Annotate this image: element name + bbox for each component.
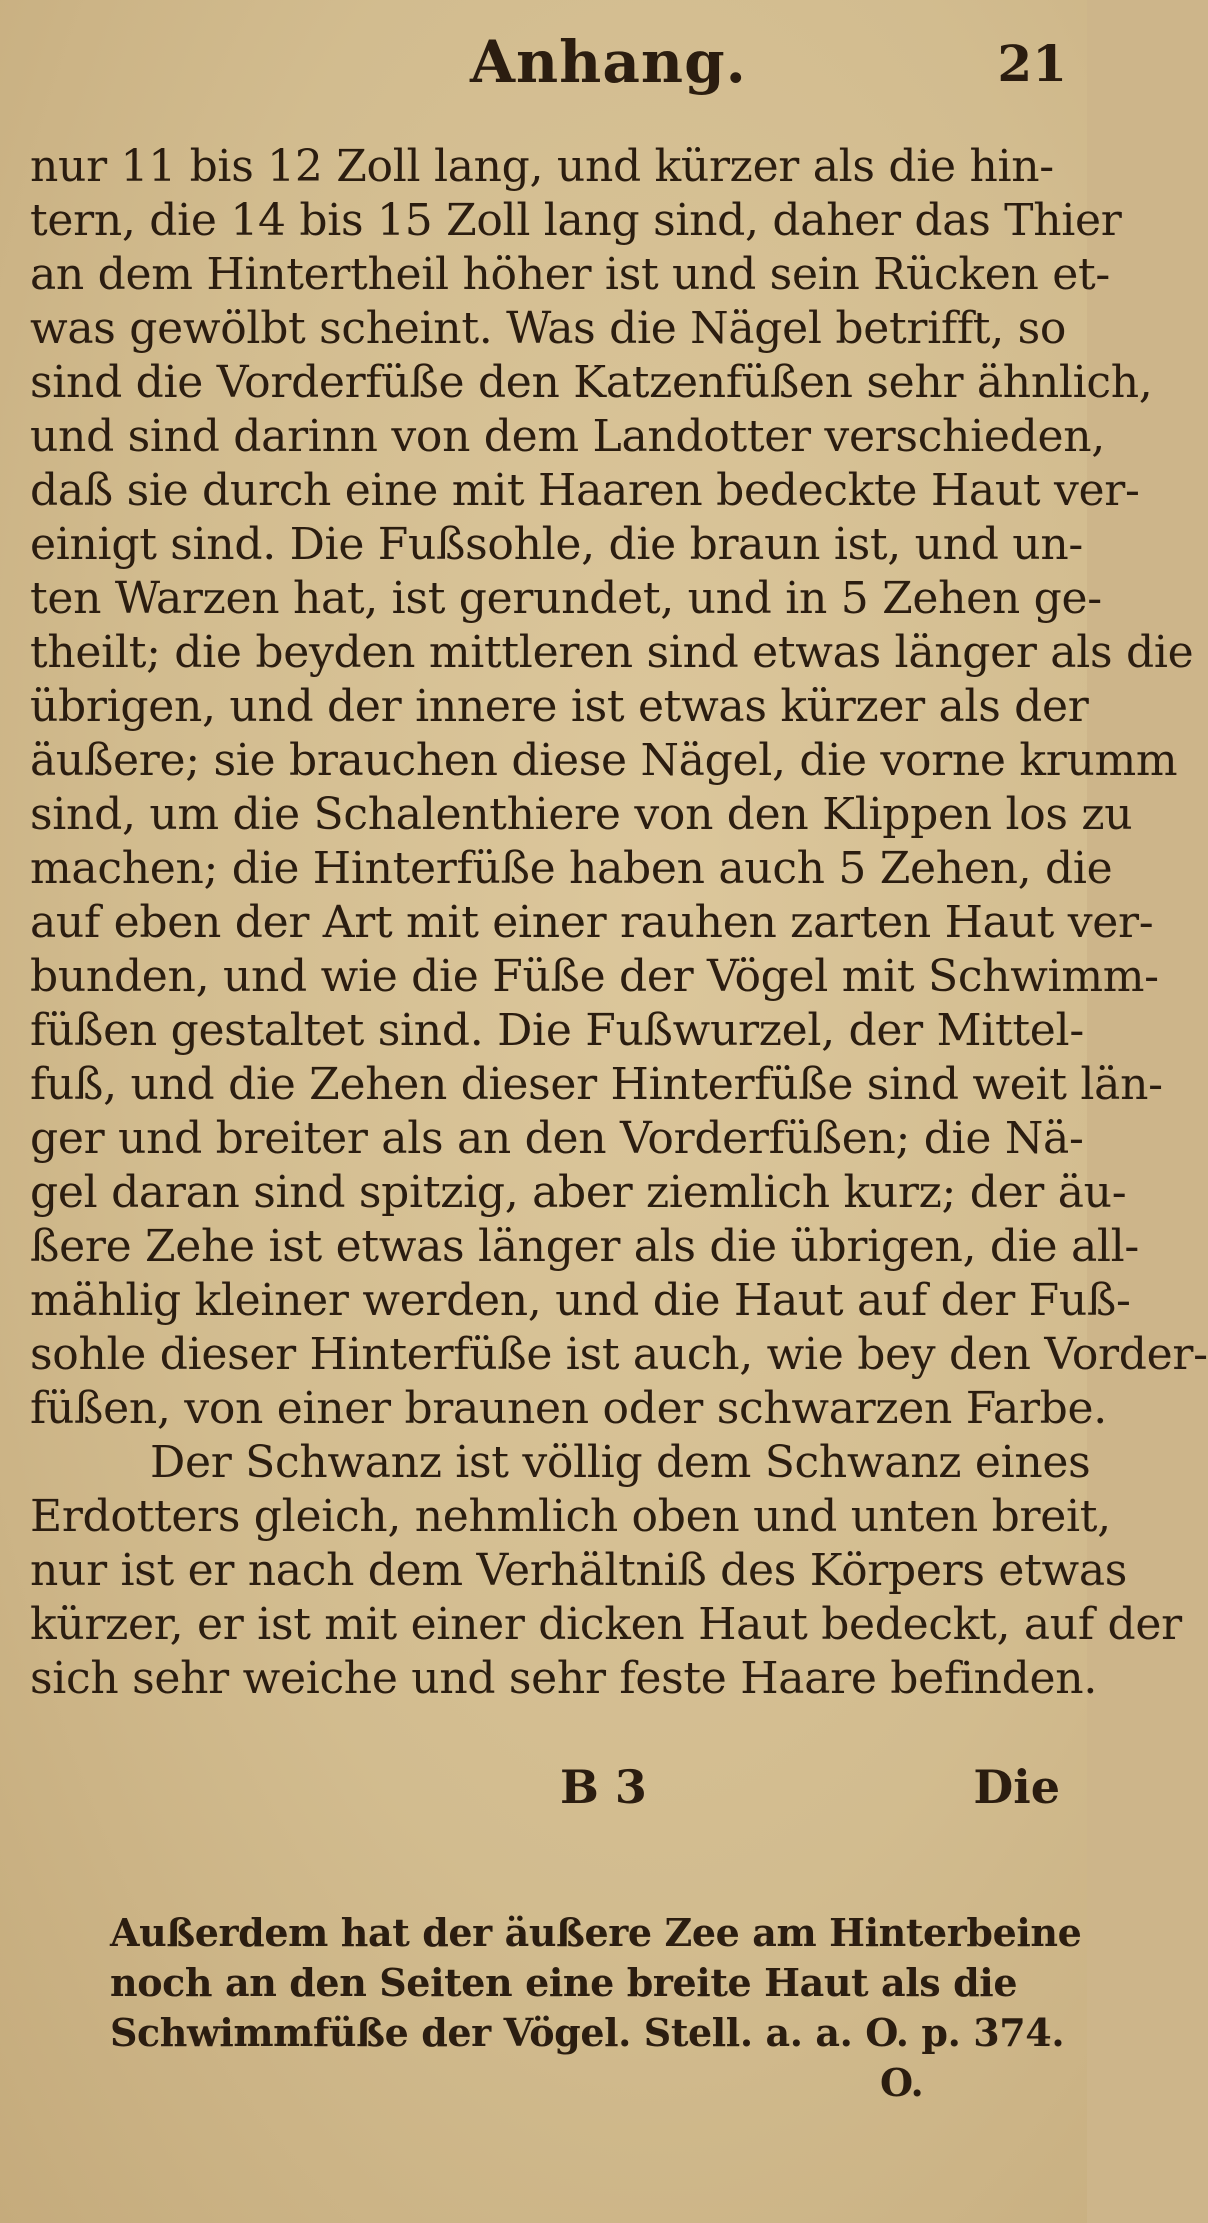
text-line: ten Warzen hat, ist gerundet, und in 5 Zehen ge-	[30, 573, 1102, 624]
text-line: sich sehr weiche und sehr feste Haare befinden.	[30, 1653, 1098, 1704]
text-line: an dem Hintertheil höher ist und sein Rücken et-	[30, 249, 1110, 300]
paragraph-start-line: Der Schwanz ist völlig dem Schwanz eines	[150, 1437, 1091, 1488]
footnote-line: noch an den Seiten eine breite Haut als die	[110, 1960, 1018, 2005]
text-line: machen; die Hinterfüße haben auch 5 Zehen, die	[30, 843, 1113, 894]
text-line: sohle dieser Hinterfüße ist auch, wie bey den Vorder-	[30, 1329, 1208, 1380]
text-line: auf eben der Art mit einer rauhen zarten Haut ver-	[30, 897, 1154, 948]
text-line: sind, um die Schalenthiere von den Klippen los zu	[30, 789, 1133, 840]
running-head: Anhang.	[470, 28, 747, 96]
main-text	[30, 140, 1208, 1706]
text-line: gel daran sind spitzig, aber ziemlich kurz; der äu-	[30, 1167, 1127, 1218]
footnote-line: O.	[880, 2060, 924, 2105]
text-line: fuß, und die Zehen dieser Hinterfüße sind weit län-	[30, 1059, 1163, 1110]
text-line: Erdotters gleich, nehmlich oben und unten breit,	[30, 1491, 1111, 1542]
page-header	[0, 28, 1087, 108]
text-line: nur 11 bis 12 Zoll lang, und kürzer als die hin-	[30, 141, 1054, 192]
page-number: 21	[997, 34, 1067, 93]
signature-mark: B 3	[560, 1760, 647, 1814]
footnote-line: Schwimmfüße der Vögel. Stell. a. a. O. p. 374.	[110, 2010, 1065, 2055]
text-line: ger und breiter als an den Vorderfüßen; die Nä-	[30, 1113, 1084, 1164]
text-line: tern, die 14 bis 15 Zoll lang sind, daher das Thier	[30, 195, 1122, 246]
text-line: übrigen, und der innere ist etwas kürzer als der	[30, 681, 1089, 732]
text-line: und sind darinn von dem Landotter verschieden,	[30, 411, 1105, 462]
text-line: mählig kleiner werden, und die Haut auf der Fuß-	[30, 1275, 1131, 1326]
catchword: Die	[973, 1760, 1060, 1814]
footnote-line: Außerdem hat der äußere Zee am Hinterbeine	[110, 1910, 1082, 1955]
text-line: was gewölbt scheint. Was die Nägel betrifft, so	[30, 303, 1067, 354]
text-line: nur ist er nach dem Verhältniß des Körpers etwas	[30, 1545, 1128, 1596]
text-line: äußere; sie brauchen diese Nägel, die vorne krumm	[30, 735, 1178, 786]
text-line: sind die Vorderfüße den Katzenfüßen sehr ähnlich,	[30, 357, 1153, 408]
text-line: theilt; die beyden mittleren sind etwas länger als die	[30, 627, 1194, 678]
footnote	[110, 1908, 1082, 2108]
catch-line	[30, 1760, 1060, 1820]
text-line: füßen, von einer braunen oder schwarzen Farbe.	[30, 1383, 1107, 1434]
text-line: bunden, und wie die Füße der Vögel mit Schwimm-	[30, 951, 1159, 1002]
text-line: kürzer, er ist mit einer dicken Haut bedeckt, auf der	[30, 1599, 1182, 1650]
text-line: daß sie durch eine mit Haaren bedeckte Haut ver-	[30, 465, 1140, 516]
text-line: ßere Zehe ist etwas länger als die übrigen, die all-	[30, 1221, 1140, 1272]
text-line: füßen gestaltet sind. Die Fußwurzel, der Mittel-	[30, 1005, 1084, 1056]
text-line: einigt sind. Die Fußsohle, die braun ist, und un-	[30, 519, 1083, 570]
